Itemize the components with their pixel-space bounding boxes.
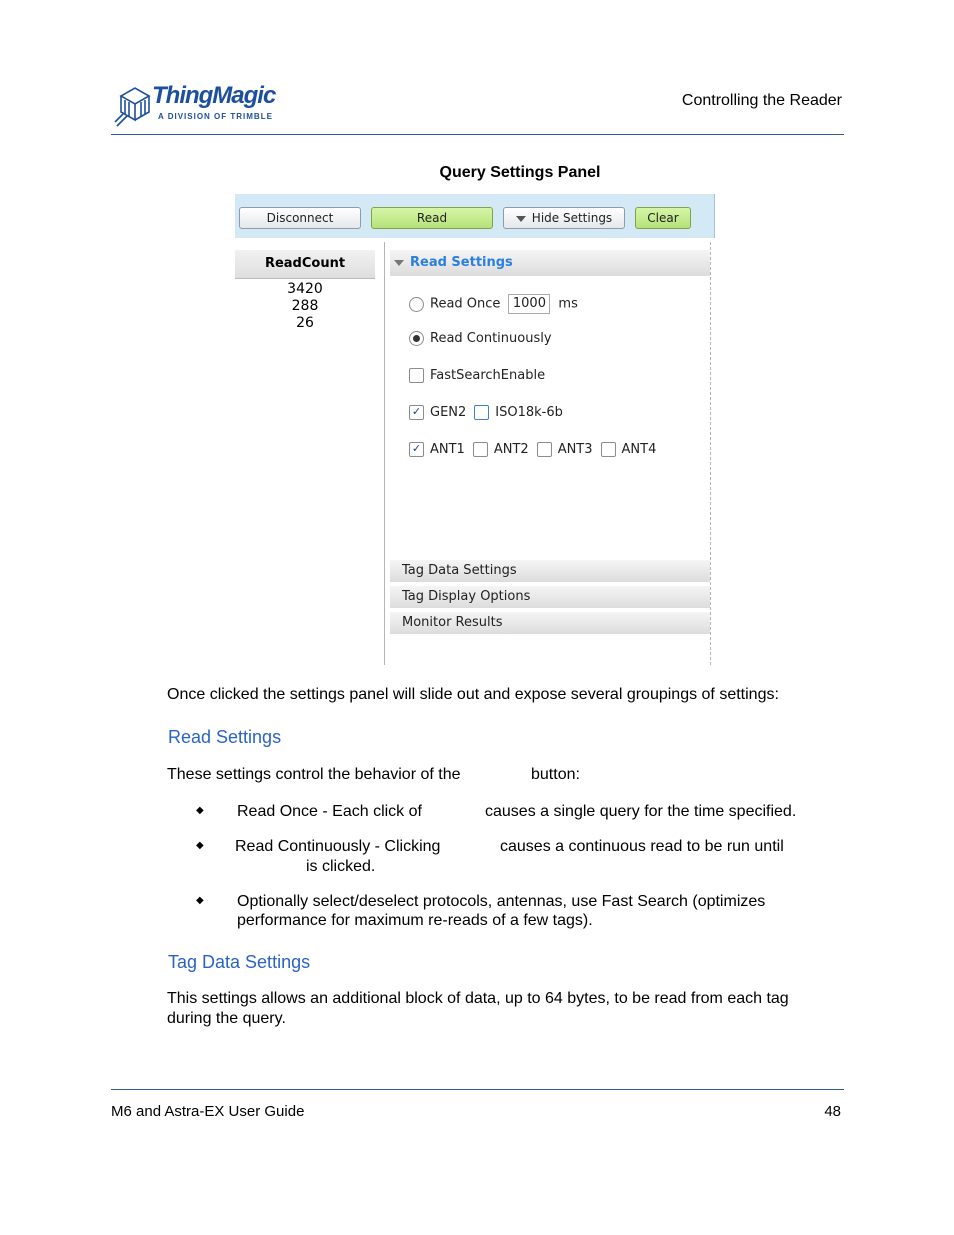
bullet-read-continuously-a: Read Continuously - Clicking — [235, 838, 441, 855]
read-once-duration-input[interactable]: 1000 — [508, 294, 550, 314]
query-settings-screenshot — [235, 194, 715, 665]
read-settings-heading: Read Settings — [168, 727, 282, 747]
page-number: 48 — [824, 1103, 841, 1120]
header-divider — [111, 134, 844, 135]
tag-display-options-header[interactable]: Tag Display Options — [390, 586, 710, 608]
disconnect-button[interactable]: Disconnect — [239, 207, 361, 229]
read-settings-title: Read Settings — [410, 255, 513, 270]
bullet-read-once-a: Read Once - Each click of — [237, 803, 422, 820]
monitor-results-header[interactable]: Monitor Results — [390, 612, 710, 634]
readcount-value: 288 — [291, 298, 319, 314]
logo-name: ThingMagic — [152, 82, 276, 109]
gen2-label: GEN2 — [430, 405, 467, 420]
settings-panel — [384, 242, 711, 665]
triangle-down-icon — [516, 216, 526, 222]
fast-search-checkbox[interactable] — [409, 368, 424, 383]
read-continuously-option — [409, 331, 552, 346]
ant2-checkbox[interactable] — [473, 442, 488, 457]
antenna-options — [409, 442, 656, 457]
ant3-checkbox[interactable] — [537, 442, 552, 457]
fast-search-label: FastSearchEnable — [430, 368, 546, 383]
bullet-options-line2: performance for maximum re-reads of a few tags). — [237, 912, 593, 929]
tag-data-settings-header[interactable]: Tag Data Settings — [390, 560, 710, 582]
ant4-label: ANT4 — [621, 442, 657, 457]
bullet-read-continuously-b: causes a continuous read to be run until — [500, 838, 784, 855]
read-continuously-label: Read Continuously — [430, 331, 552, 346]
gen2-checkbox[interactable]: ✓ — [409, 405, 424, 420]
bullet-options-line1: Optionally select/deselect protocols, antennas, use Fast Search (optimizes — [237, 893, 766, 910]
bullet-icon: ◆ — [196, 895, 204, 906]
bullet-icon: ◆ — [196, 805, 204, 816]
footer-divider — [111, 1089, 844, 1090]
toolbar — [235, 194, 715, 238]
fast-search-option — [409, 368, 545, 383]
logo-tagline: A DIVISION OF TRIMBLE — [158, 112, 273, 121]
hide-settings-label: Hide Settings — [531, 211, 613, 225]
ant4-checkbox[interactable] — [601, 442, 616, 457]
tag-data-line1: This settings allows an additional block of data, up to 64 bytes, to be read from each tag — [167, 990, 789, 1007]
bullet-read-once-b: causes a single query for the time specified. — [485, 803, 797, 820]
triangle-down-icon — [394, 260, 404, 266]
read-once-radio[interactable] — [409, 297, 424, 312]
readcount-column-header[interactable]: ReadCount — [235, 250, 375, 279]
read-continuously-radio[interactable] — [409, 331, 424, 346]
read-settings-text-b: button: — [531, 766, 580, 783]
read-settings-header[interactable] — [390, 250, 710, 276]
ant2-label: ANT2 — [493, 442, 529, 457]
iso18k-label: ISO18k-6b — [495, 405, 563, 420]
read-once-unit: ms — [558, 296, 578, 312]
hide-settings-button[interactable] — [503, 207, 625, 229]
clear-button[interactable]: Clear — [635, 207, 691, 229]
read-once-label: Read Once — [430, 296, 501, 312]
readcount-value: 3420 — [287, 281, 323, 297]
ant1-checkbox[interactable]: ✓ — [409, 442, 424, 457]
intro-paragraph: Once clicked the settings panel will slide out and expose several groupings of settings: — [167, 686, 779, 703]
ant3-label: ANT3 — [557, 442, 593, 457]
section-title: Controlling the Reader — [681, 92, 842, 109]
protocol-options — [409, 405, 563, 420]
bullet-icon: ◆ — [196, 840, 204, 851]
iso18k-checkbox[interactable] — [474, 405, 489, 420]
tag-data-line2: during the query. — [167, 1010, 286, 1027]
footer-guide-title: M6 and Astra-EX User Guide — [111, 1103, 305, 1120]
readcount-value: 26 — [296, 315, 314, 331]
read-settings-text-a: These settings control the behavior of the — [167, 766, 461, 783]
read-once-option — [409, 294, 578, 314]
read-button[interactable]: Read — [371, 207, 493, 229]
tag-data-settings-heading: Tag Data Settings — [168, 952, 311, 972]
ant1-label: ANT1 — [430, 442, 465, 457]
bullet-read-continuously-c: is clicked. — [306, 858, 376, 875]
figure-caption: Query Settings Panel — [439, 164, 601, 181]
